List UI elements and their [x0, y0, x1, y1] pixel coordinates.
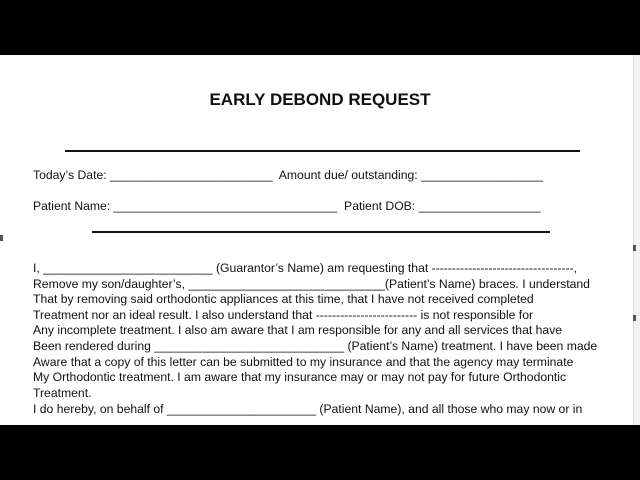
body-line: Been rendered during ____________________________ (Patient’s Name) treatment. I have been made: [33, 339, 598, 353]
left-margin-marker: [0, 235, 3, 241]
patient-name-line: Patient Name: _________________________________ Patient DOB: __________________: [33, 199, 541, 213]
right-margin-marker: [633, 245, 636, 251]
body-line: That by removing said orthodontic appliances at this time, that I have not received completed: [33, 292, 534, 306]
body-line: Any incomplete treatment. I also am aware that I am responsible for any and all services that have: [33, 323, 563, 337]
body-line: Treatment.: [33, 386, 92, 400]
body-line: Remove my son/daughter’s, _____________________________(Patient’s Name) braces. I understand: [33, 277, 590, 291]
body-line: I do hereby, on behalf of ______________________ (Patient Name), and all those who may now or in: [33, 402, 583, 416]
todays-date-line: Today’s Date: ________________________ Amount due/ outstanding: __________________: [33, 168, 544, 182]
body-line: I, _________________________ (Guarantor’s Name) am requesting that -----------------------------------,: [33, 261, 578, 275]
right-margin-marker: [633, 315, 636, 321]
document-title: EARLY DEBOND REQUEST: [209, 90, 431, 109]
body-line: Treatment nor an ideal result. I also understand that ------------------------- is not responsible for: [33, 308, 534, 322]
title-underline: [65, 150, 580, 152]
section-divider: [92, 231, 550, 233]
body-line: My Orthodontic treatment. I am aware that my insurance may or may not pay for future Orthodontic: [33, 370, 567, 384]
document-page: [0, 55, 640, 425]
scrollbar-track[interactable]: [633, 55, 640, 425]
body-line: Aware that a copy of this letter can be submitted to my insurance and that the agency may terminate: [33, 355, 574, 369]
